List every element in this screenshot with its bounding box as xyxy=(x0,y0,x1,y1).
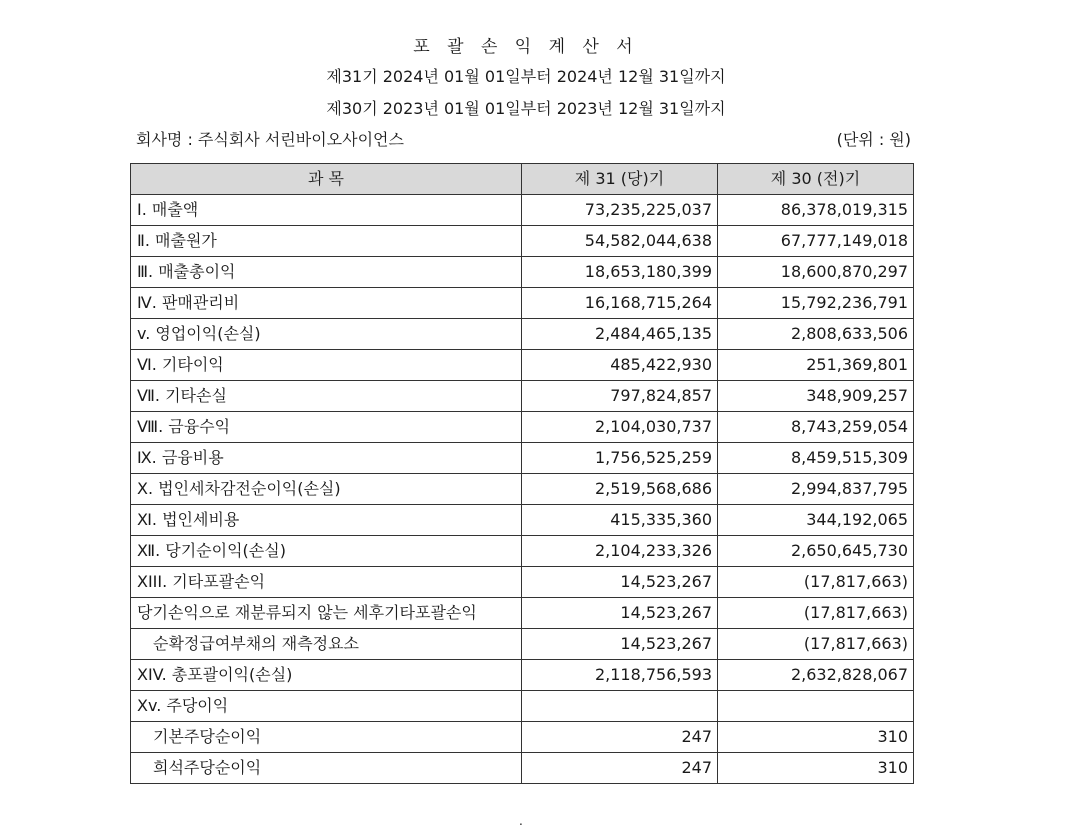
row-prior: (17,817,663) xyxy=(718,629,914,660)
row-prior: (17,817,663) xyxy=(718,567,914,598)
row-label: Ⅹ. 법인세차감전순이익(손실) xyxy=(131,474,522,505)
currency-unit: (단위 : 원) xyxy=(836,130,911,149)
row-current: 2,484,465,135 xyxy=(522,319,718,350)
row-prior: 67,777,149,018 xyxy=(718,226,914,257)
row-label: 순확정급여부채의 재측정요소 xyxy=(131,629,522,660)
row-label: XIV. 총포괄이익(손실) xyxy=(131,660,522,691)
row-current: 14,523,267 xyxy=(522,598,718,629)
row-prior: 2,632,828,067 xyxy=(718,660,914,691)
row-current: 247 xyxy=(522,722,718,753)
row-label: v. 영업이익(손실) xyxy=(131,319,522,350)
row-current xyxy=(522,691,718,722)
table-row xyxy=(131,319,914,350)
row-label: 기본주당순이익 xyxy=(131,722,522,753)
header-item: 과 목 xyxy=(131,164,522,195)
row-prior: 344,192,065 xyxy=(718,505,914,536)
header-row xyxy=(131,164,914,195)
row-label: Xv. 주당이익 xyxy=(131,691,522,722)
company-name: 회사명 : 주식회사 서린바이오사이언스 xyxy=(136,130,404,149)
row-prior xyxy=(718,691,914,722)
row-label: Ⅺ. 법인세비용 xyxy=(131,505,522,536)
row-prior: 2,808,633,506 xyxy=(718,319,914,350)
row-current: 415,335,360 xyxy=(522,505,718,536)
table-row xyxy=(131,722,914,753)
table-row xyxy=(131,567,914,598)
row-label: Ⅷ. 금융수익 xyxy=(131,412,522,443)
row-current: 16,168,715,264 xyxy=(522,288,718,319)
row-label: Ⅸ. 금융비용 xyxy=(131,443,522,474)
row-current: 54,582,044,638 xyxy=(522,226,718,257)
table-row xyxy=(131,598,914,629)
table-row xyxy=(131,350,914,381)
row-label: Ⅵ. 기타이익 xyxy=(131,350,522,381)
row-prior: 86,378,019,315 xyxy=(718,195,914,226)
row-current: 797,824,857 xyxy=(522,381,718,412)
table-row xyxy=(131,443,914,474)
table-row xyxy=(131,412,914,443)
row-prior: 251,369,801 xyxy=(718,350,914,381)
row-current: 2,104,030,737 xyxy=(522,412,718,443)
table-row xyxy=(131,474,914,505)
table-row xyxy=(131,226,914,257)
table-row xyxy=(131,381,914,412)
row-label: XIII. 기타포괄손익 xyxy=(131,567,522,598)
row-current: 2,519,568,686 xyxy=(522,474,718,505)
row-label: Ⅰ. 매출액 xyxy=(131,195,522,226)
row-prior: 310 xyxy=(718,753,914,784)
table-row xyxy=(131,257,914,288)
row-current: 18,653,180,399 xyxy=(522,257,718,288)
footer-mark: . xyxy=(519,814,523,828)
table-row xyxy=(131,660,914,691)
row-current: 14,523,267 xyxy=(522,629,718,660)
row-label: Ⅱ. 매출원가 xyxy=(131,226,522,257)
row-prior: 8,743,259,054 xyxy=(718,412,914,443)
row-current: 485,422,930 xyxy=(522,350,718,381)
row-current: 2,104,233,326 xyxy=(522,536,718,567)
row-prior: 310 xyxy=(718,722,914,753)
row-current: 73,235,225,037 xyxy=(522,195,718,226)
table-row xyxy=(131,195,914,226)
row-prior: 15,792,236,791 xyxy=(718,288,914,319)
row-current: 1,756,525,259 xyxy=(522,443,718,474)
row-label: Ⅶ. 기타손실 xyxy=(131,381,522,412)
row-label: Ⅻ. 당기순이익(손실) xyxy=(131,536,522,567)
row-prior: (17,817,663) xyxy=(718,598,914,629)
row-current: 247 xyxy=(522,753,718,784)
income-statement-table xyxy=(130,163,914,784)
header-current: 제 31 (당)기 xyxy=(522,164,718,195)
header-prior: 제 30 (전)기 xyxy=(718,164,914,195)
row-prior: 8,459,515,309 xyxy=(718,443,914,474)
row-current: 14,523,267 xyxy=(522,567,718,598)
row-prior: 348,909,257 xyxy=(718,381,914,412)
table-row xyxy=(131,536,914,567)
table-row xyxy=(131,288,914,319)
row-label: Ⅳ. 판매관리비 xyxy=(131,288,522,319)
row-prior: 2,994,837,795 xyxy=(718,474,914,505)
row-prior: 18,600,870,297 xyxy=(718,257,914,288)
statement-title: 포 괄 손 익 계 산 서 xyxy=(413,37,639,57)
table-row xyxy=(131,505,914,536)
table-row xyxy=(131,753,914,784)
prior-period: 제30기 2023년 01월 01일부터 2023년 12월 31일까지 xyxy=(326,99,726,118)
row-label: Ⅲ. 매출총이익 xyxy=(131,257,522,288)
row-current: 2,118,756,593 xyxy=(522,660,718,691)
row-prior: 2,650,645,730 xyxy=(718,536,914,567)
row-label: 희석주당순이익 xyxy=(131,753,522,784)
current-period: 제31기 2024년 01월 01일부터 2024년 12월 31일까지 xyxy=(326,67,726,86)
table-row xyxy=(131,691,914,722)
table-row xyxy=(131,629,914,660)
row-label: 당기손익으로 재분류되지 않는 세후기타포괄손익 xyxy=(131,598,522,629)
